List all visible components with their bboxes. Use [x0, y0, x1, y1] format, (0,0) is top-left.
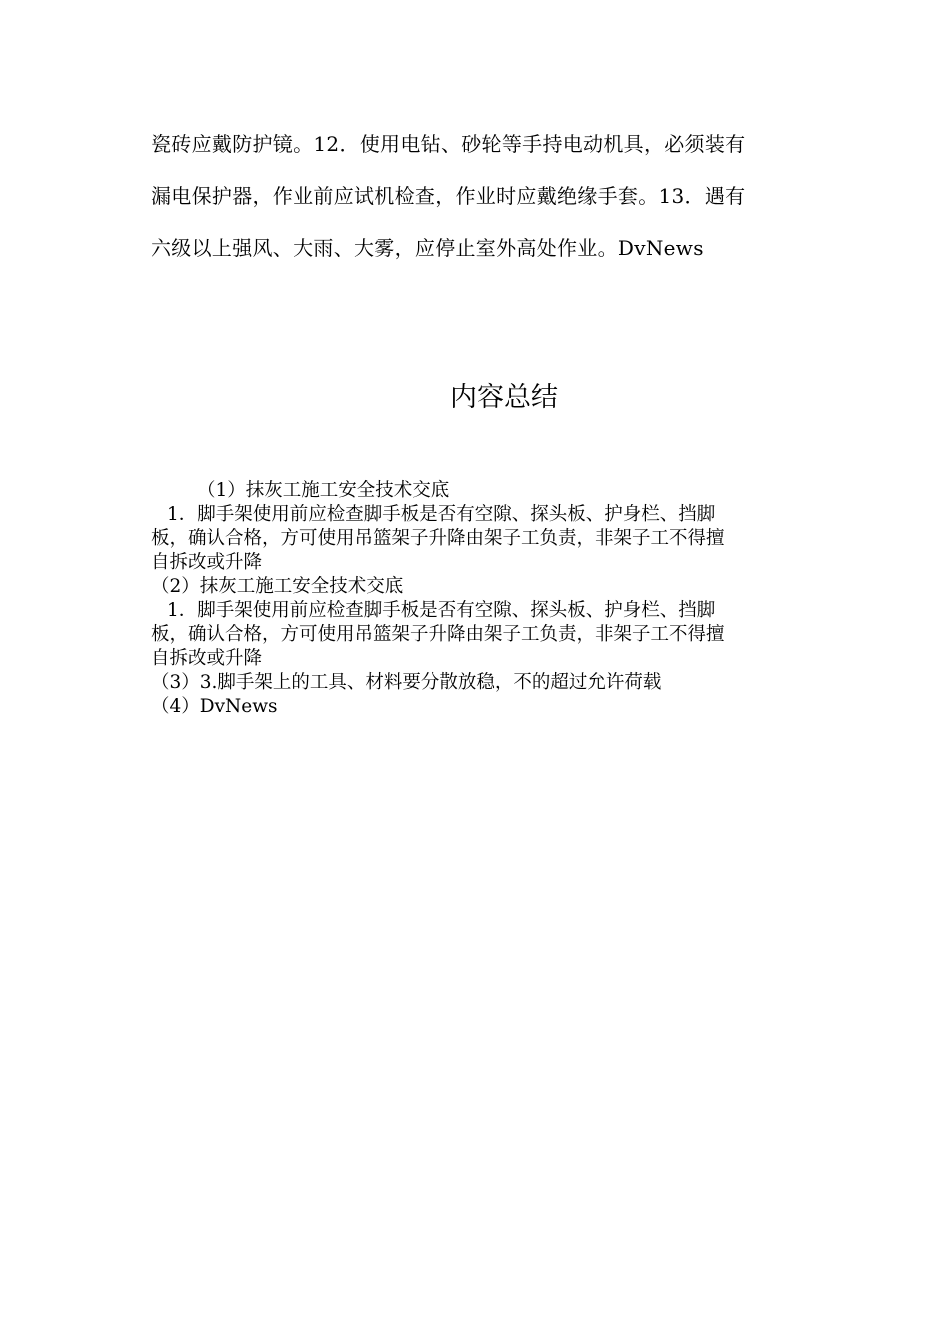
summary-line-7: 板，确认合格，方可使用吊篮架子升降由架子工负责，非架子工不得擅: [151, 624, 725, 645]
summary-block: [151, 479, 806, 719]
body-line-2: 漏电保护器，作业前应试机检查，作业时应戴绝缘手套。13．遇有: [151, 184, 746, 208]
summary-line-2: 1．脚手架使用前应检查脚手板是否有空隙、探头板、护身栏、挡脚: [167, 504, 716, 525]
summary-title: 内容总结: [450, 382, 558, 413]
summary-line-9: （3）3.脚手架上的工具、材料要分散放稳，不的超过允许荷载: [151, 672, 662, 693]
summary-line-5: （2）抹灰工施工安全技术交底: [151, 576, 404, 597]
body-paragraph: [151, 118, 801, 274]
summary-line-10: （4）DvNews: [151, 696, 278, 717]
body-line-3: 六级以上强风、大雨、大雾，应停止室外高处作业。DvNews: [151, 236, 704, 260]
summary-line-3: 板，确认合格，方可使用吊篮架子升降由架子工负责，非架子工不得擅: [151, 528, 725, 549]
body-line-1: 瓷砖应戴防护镜。12．使用电钻、砂轮等手持电动机具，必须装有: [151, 132, 746, 156]
summary-line-6: 1．脚手架使用前应检查脚手板是否有空隙、探头板、护身栏、挡脚: [167, 600, 716, 621]
summary-line-4: 自拆改或升降: [151, 552, 263, 573]
summary-line-8: 自拆改或升降: [151, 648, 263, 669]
summary-line-1: （1）抹灰工施工安全技术交底: [197, 480, 450, 501]
